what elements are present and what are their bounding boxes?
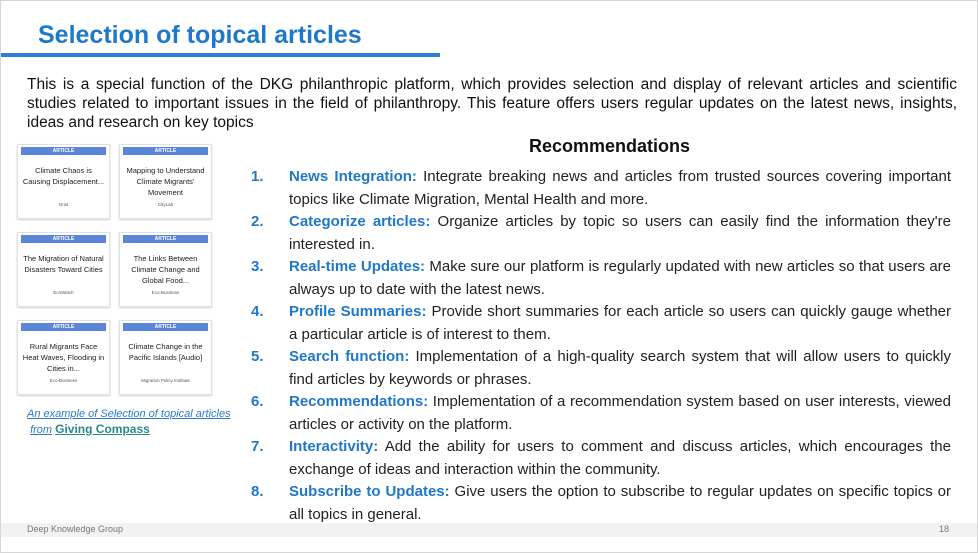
item-number: 8. xyxy=(251,483,264,500)
slide-title: Selection of topical articles xyxy=(38,21,362,49)
article-tag: ARTICLE xyxy=(123,235,208,243)
list-item xyxy=(251,211,951,256)
item-label: Recommendations: xyxy=(289,393,429,410)
item-number: 5. xyxy=(251,348,264,365)
item-label: Profile Summaries: xyxy=(289,303,427,320)
item-number: 4. xyxy=(251,303,264,320)
article-card[interactable] xyxy=(119,320,212,395)
title-underline xyxy=(1,53,440,57)
article-tag: ARTICLE xyxy=(123,323,208,331)
article-card-title: Rural Migrants Face Heat Waves, Flooding in Cities in... xyxy=(22,342,105,373)
list-item xyxy=(251,256,951,301)
article-card-title: Climate Chaos is Causing Displacement... xyxy=(22,166,105,186)
item-label: Categorize articles: xyxy=(289,213,431,230)
item-body xyxy=(289,436,951,481)
item-body xyxy=(289,301,951,346)
article-card-source: Eco-Business xyxy=(151,290,180,295)
list-item xyxy=(251,436,951,481)
article-card-source: Migration Policy Institute xyxy=(141,378,190,383)
item-label: Interactivity: xyxy=(289,438,379,455)
item-number: 2. xyxy=(251,213,264,230)
item-body xyxy=(289,481,951,526)
article-tag: ARTICLE xyxy=(123,147,208,155)
article-card-title: Climate Change in the Pacific Islands [Audio] xyxy=(128,342,203,362)
article-card[interactable] xyxy=(119,232,212,307)
item-number: 6. xyxy=(251,393,264,410)
article-card[interactable] xyxy=(17,232,110,307)
item-number: 1. xyxy=(251,168,264,185)
item-text: Implementation of a recommendation system based on user interests, viewed articles or activity on the platform. xyxy=(289,393,951,433)
page-number: 18 xyxy=(938,524,949,534)
footer-bar xyxy=(1,523,977,537)
giving-compass-link[interactable]: Giving Compass xyxy=(55,422,150,436)
item-body xyxy=(289,211,951,256)
item-body xyxy=(289,391,951,436)
article-tag: ARTICLE xyxy=(21,235,106,243)
footer-organization: Deep Knowledge Group xyxy=(27,524,124,534)
item-label: News Integration: xyxy=(289,168,417,185)
list-item xyxy=(251,166,951,211)
article-card[interactable] xyxy=(119,144,212,219)
item-body xyxy=(289,166,951,211)
article-card-title: The Migration of Natural Disasters Toward Cities xyxy=(23,254,104,274)
article-card-title: Mapping to Understand Climate Migrants' Movement xyxy=(126,166,205,197)
article-card-source: CityLab xyxy=(157,202,174,207)
item-text: Give users the option to subscribe to regular updates on specific topics or all topics in general. xyxy=(289,483,951,523)
article-tag: ARTICLE xyxy=(21,147,106,155)
item-body xyxy=(289,346,951,391)
image-caption xyxy=(27,407,231,438)
list-item xyxy=(251,301,951,346)
article-card-source: Grist xyxy=(58,202,69,207)
recommendations-list xyxy=(251,166,951,526)
item-label: Search function: xyxy=(289,348,410,365)
article-card[interactable] xyxy=(17,144,110,219)
item-text: Make sure our platform is regularly updated with new articles so that users are always up to date with the latest news. xyxy=(289,258,952,298)
article-tag: ARTICLE xyxy=(21,323,106,331)
item-text: Organize articles by topic so users can easily find the information they're interested in. xyxy=(289,213,951,253)
article-card-source: Eco-Business xyxy=(49,378,78,383)
article-card-source: EcoWatch xyxy=(53,290,74,295)
intro-paragraph: This is a special function of the DKG philanthropic platform, which provides selection and display of relevant articles and scientific studies related to important issues in the field of philanthropy. This feature offers users regular updates on the latest news, insights, ideas and research on key topics xyxy=(27,76,957,131)
item-number: 7. xyxy=(251,438,264,455)
list-item xyxy=(251,346,951,391)
recommendations-heading: Recommendations xyxy=(529,136,691,156)
item-text: Implementation of a high-quality search system that will allow users to quickly find articles by keywords or phrases. xyxy=(289,348,951,388)
article-card-title: The Links Between Climate Change and Global Food... xyxy=(131,254,200,285)
list-item xyxy=(251,481,951,526)
item-label: Subscribe to Updates: xyxy=(289,483,450,500)
caption-from: from xyxy=(30,424,53,436)
article-card[interactable] xyxy=(17,320,110,395)
item-label: Real-time Updates: xyxy=(289,258,426,275)
item-text: Integrate breaking news and articles from trusted sources covering important topics like Climate Migration, Mental Health and more. xyxy=(289,168,951,208)
item-text: Add the ability for users to comment and discuss articles, which encourages the exchange of ideas and interaction within the community. xyxy=(289,438,951,478)
list-item xyxy=(251,391,951,436)
item-text: Provide short summaries for each article so users can quickly gauge whether a particular article is of interest to them. xyxy=(289,303,952,343)
caption-text: An example of Selection of topical articles xyxy=(27,408,231,420)
item-number: 3. xyxy=(251,258,264,275)
item-body xyxy=(289,256,951,301)
